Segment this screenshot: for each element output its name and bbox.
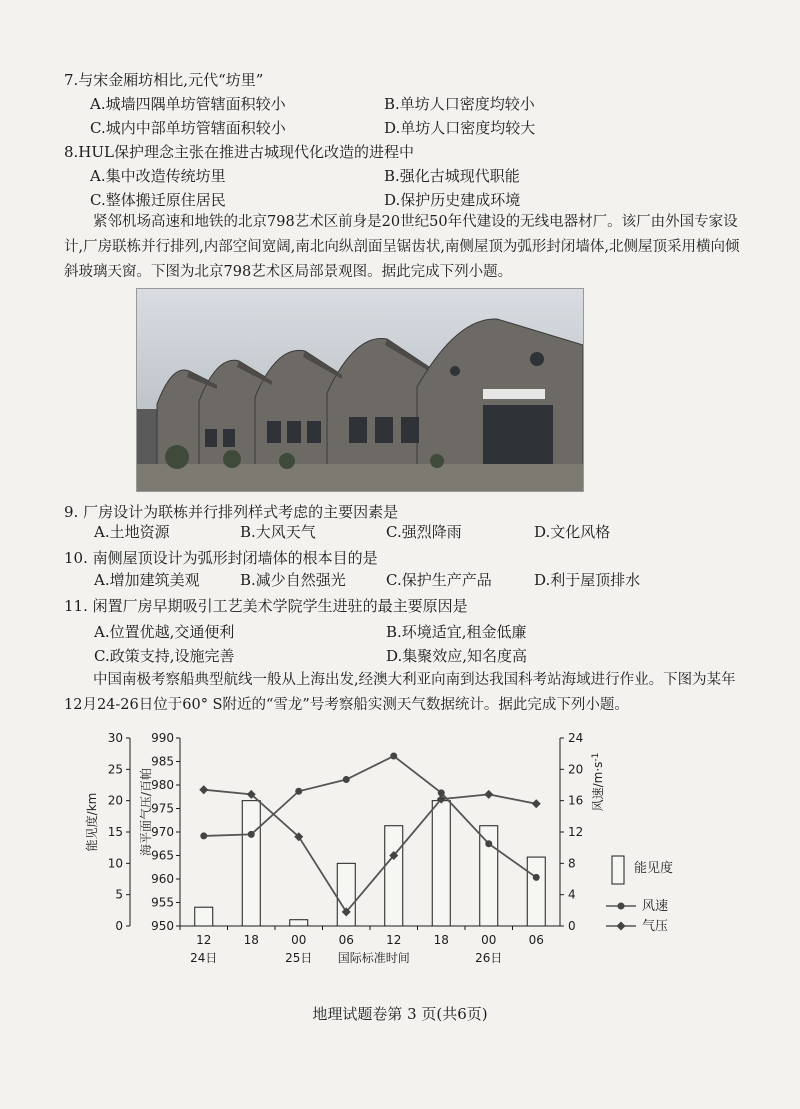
q9-option-d: D.文化风格 <box>534 523 611 541</box>
legend-visibility-label: 能见度 <box>634 861 674 876</box>
visibility-bar <box>527 857 545 926</box>
pressure-tick-label: 960 <box>151 872 174 886</box>
chart-labels <box>84 731 605 965</box>
q7-stem: 7.与宋金厢坊相比,元代“坊里” <box>64 71 264 89</box>
q8-option-c: C.整体搬迁原住居民 <box>90 191 226 209</box>
legend-visibility-swatch <box>612 856 624 884</box>
pressure-tick-label: 985 <box>151 754 174 769</box>
x-tick-label: 06 <box>338 933 354 947</box>
pressure-point <box>484 790 493 799</box>
legend-pressure-label: 气压 <box>642 919 669 934</box>
visibility-axis-label: 能见度/km <box>85 792 99 852</box>
q9-option-a: A.土地资源 <box>94 523 170 541</box>
pressure-axis-label: 海平面气压/百帕 <box>139 767 153 857</box>
q10-option-c: C.保护生产产品 <box>386 571 492 589</box>
q10-stem: 10. 南侧屋顶设计为弧形封闭墙体的根本目的是 <box>64 549 378 567</box>
wind-speed-point <box>390 753 397 760</box>
wind-tick-label: 16 <box>568 793 584 808</box>
q7-option-a: A.城墙四隅单坊管辖面积较小 <box>90 95 286 113</box>
wind-speed-point <box>295 788 302 795</box>
wind-tick-label: 20 <box>568 762 584 777</box>
pressure-tick-label: 950 <box>151 919 174 933</box>
wind-tick-label: 4 <box>568 887 576 902</box>
visibility-tick-label: 20 <box>107 793 123 808</box>
pressure-point <box>199 785 208 794</box>
q10-option-d: D.利于屋顶排水 <box>534 571 641 589</box>
wind-speed-point <box>533 874 540 881</box>
visibility-bars <box>195 801 546 926</box>
visibility-tick-label: 15 <box>107 825 123 839</box>
day-label: 26日 <box>475 951 503 965</box>
798-factory-photo <box>136 288 584 492</box>
pressure-tick-label: 970 <box>151 825 174 839</box>
pressure-tick-label: 955 <box>151 895 174 910</box>
factory-illustration <box>137 289 583 491</box>
wind-speed-point <box>343 776 350 783</box>
visibility-tick-label: 25 <box>107 762 123 777</box>
day-label: 25日 <box>285 951 313 965</box>
x-axis-title: 国际标准时间 <box>337 951 410 965</box>
q9-option-b: B.大风天气 <box>240 523 316 541</box>
q9-stem: 9. 厂房设计为联栋并行排列样式考虑的主要因素是 <box>64 503 399 521</box>
q11-option-c: C.政策支持,设施完善 <box>94 647 235 665</box>
wind-speed-point <box>248 831 255 838</box>
pressure-tick-label: 980 <box>151 778 174 792</box>
legend-wind-label: 风速 <box>642 899 669 914</box>
pressure-tick-label: 965 <box>151 848 174 863</box>
legend-pressure-marker <box>617 922 626 931</box>
x-tick-label: 12 <box>386 933 402 947</box>
visibility-tick-label: 0 <box>115 919 123 933</box>
q8-option-d: D.保护历史建成环境 <box>384 191 521 209</box>
wind-tick-label: 12 <box>568 825 584 839</box>
pressure-point <box>532 799 541 808</box>
wind-tick-label: 8 <box>568 856 576 871</box>
weather-chart <box>0 728 800 968</box>
legend-wind-marker <box>618 903 625 910</box>
visibility-bar <box>195 907 213 926</box>
q8-option-a: A.集中改造传统坊里 <box>90 167 226 185</box>
q7-option-c: C.城内中部单坊管辖面积较小 <box>90 119 286 137</box>
q11-stem: 11. 闲置厂房早期吸引工艺美术学院学生进驻的最主要原因是 <box>64 597 468 615</box>
x-tick-label: 06 <box>528 933 544 947</box>
wind-tick-label: 0 <box>568 919 576 933</box>
q7-option-b: B.单坊人口密度均较小 <box>384 95 535 113</box>
page-footer: 地理试题卷第 3 页(共6页) <box>312 1005 488 1023</box>
visibility-bar <box>242 801 260 926</box>
day-label: 24日 <box>190 951 218 965</box>
q10-option-b: B.减少自然强光 <box>240 571 346 589</box>
x-tick-label: 18 <box>433 933 449 947</box>
x-tick-label: 12 <box>196 933 212 947</box>
visibility-tick-label: 30 <box>107 731 123 745</box>
visibility-tick-label: 10 <box>107 856 123 871</box>
pressure-tick-label: 990 <box>151 731 174 745</box>
x-tick-label: 00 <box>481 933 497 947</box>
pressure-tick-label: 975 <box>151 801 174 816</box>
wind-axis-label: 风速$/m\cdot s^{-1}$ <box>591 752 605 812</box>
q11-option-b: B.环境适宜,租金低廉 <box>386 623 527 641</box>
q9-option-c: C.强烈降雨 <box>386 523 462 541</box>
wind-speed-point <box>200 832 207 839</box>
q7-option-d: D.单坊人口密度均较大 <box>384 119 536 137</box>
wind-tick-label: 24 <box>568 731 584 745</box>
q10-option-a: A.增加建筑美观 <box>94 571 200 589</box>
wind-axis-label-sup: -1 <box>591 752 601 762</box>
visibility-bar <box>432 801 450 926</box>
q8-stem: 8.HUL保护理念主张在推进古城现代化改造的进程中 <box>64 143 414 161</box>
visibility-bar <box>290 920 308 926</box>
x-tick-label: 18 <box>243 933 259 947</box>
x-tick-label: 00 <box>291 933 307 947</box>
q11-option-a: A.位置优越,交通便利 <box>94 623 235 641</box>
visibility-bar <box>385 826 403 926</box>
intro-798: 紧邻机场高速和地铁的北京798艺术区前身是20世纪50年代建设的无线电器材厂。该厂由外国专家设计,厂房联栋并行排列,内部空间宽阔,南北向纵剖面呈锯齿状,南侧屋顶为弧形封闭墙体,北侧屋顶采用横向倾斜玻璃天窗。下图为北京798艺术区局部景观图。据此完成下列小题。 <box>64 214 740 280</box>
intro-xuelong: 中国南极考察船典型航线一般从上海出发,经澳大利亚向南到达我国科考站海域进行作业。下图为某年12月24-26日位于60° S附近的“雪龙”号考察船实测天气数据统计。据此完成下列小题。 <box>64 672 736 713</box>
q11-option-d: D.集聚效应,知名度高 <box>386 647 528 665</box>
visibility-tick-label: 5 <box>115 887 123 902</box>
q8-option-b: B.强化古城现代职能 <box>384 167 520 185</box>
wind-speed-point <box>485 840 492 847</box>
visibility-bar <box>337 863 355 926</box>
chart-legend <box>606 856 673 934</box>
